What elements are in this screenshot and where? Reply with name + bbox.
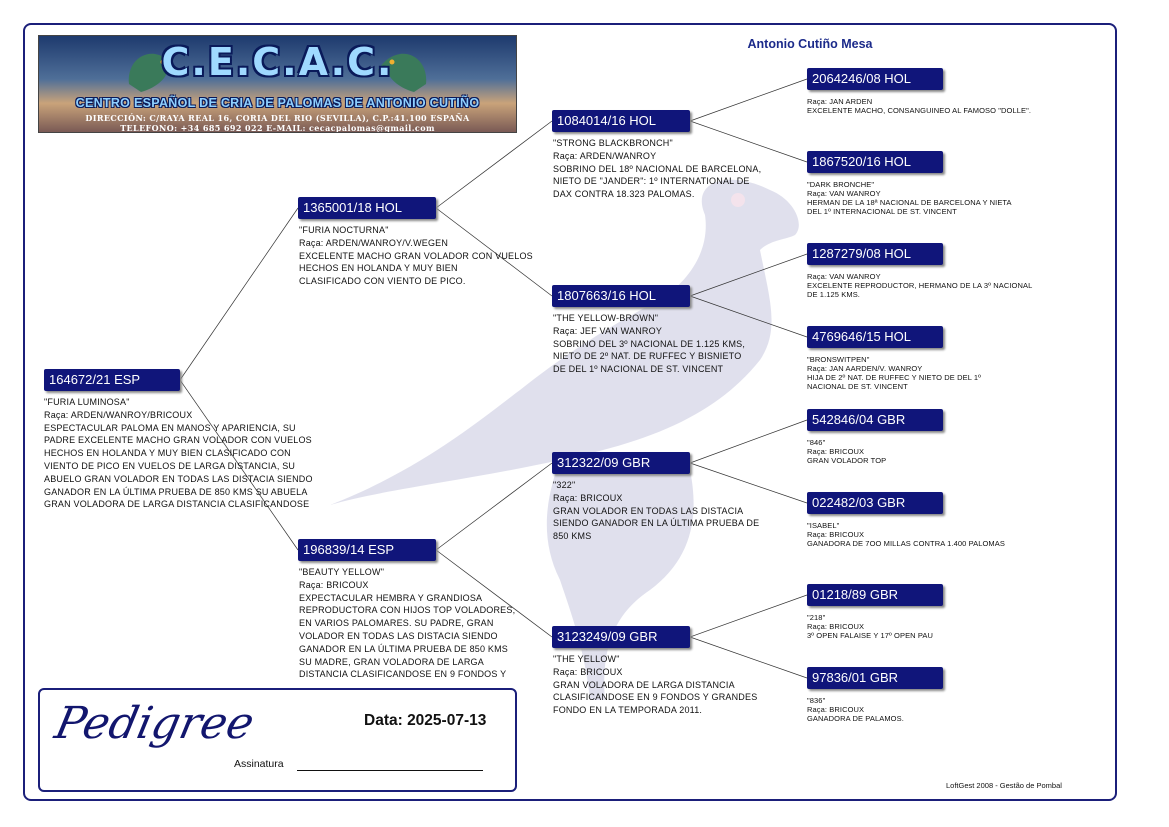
ring-sire-dam: 1807663/16 HOL <box>552 285 690 307</box>
ring-sire: 1365001/18 HOL <box>298 197 436 219</box>
info-ddd: "836" Raça: BRICOUX GANADORA DE PALAMOS. <box>807 696 904 723</box>
ring-dam-dam: 3123249/09 GBR <box>552 626 690 648</box>
info-dss: "846" Raça: BRICOUX GRAN VOLADOR TOP <box>807 438 887 465</box>
ring-dam: 196839/14 ESP <box>298 539 436 561</box>
info-sss: Raça: JAN ARDEN EXCELENTE MACHO, CONSANGUINEO AL FAMOSO "DOLLE". <box>807 97 1032 115</box>
pedigree-script-title: Pedigree <box>50 698 259 749</box>
ring-dsd: 022482/03 GBR <box>807 492 943 514</box>
info-dds: "218" Raça: BRICOUX 3º OPEN FALAISE Y 17º OPEN PAU <box>807 613 934 640</box>
ring-dam-sire: 312322/09 GBR <box>552 452 690 474</box>
ring-dds: 01218/89 GBR <box>807 584 943 606</box>
info-sire-sire: "STRONG BLACKBRONCH" Raça: ARDEN/WANROY SOBRINO DEL 18º NACIONAL DE BARCELONA, NIETO DE "JANDER": 1º INTERNATIONAL DE DAX CONTRA 18.323 PALOMAS. <box>553 138 762 200</box>
signature-line <box>297 770 483 771</box>
info-sire-dam: "THE YELLOW-BROWN" Raça: JEF VAN WANROY SOBRINO DEL 3º NACIONAL DE 1.125 KMS, NIETO DE 2º NAT. DE RUFFEC Y BISNIETO DE DEL 1º NACIONAL DE ST. VINCENT <box>553 313 746 375</box>
ring-ssd: 1867520/16 HOL <box>807 151 943 173</box>
info-subject: "FURIA LUMINOSA" Raça: ARDEN/WANROY/BRICOUX ESPECTACULAR PALOMA EN MANOS Y APARIENCIA, SU PADRE EXCELENTE MACHO GRAN VOLADOR CON VUELOS HECHOS EN HOLANDA Y MUY BIEN CLASIFICADO CON VIENTO DE PICO EN VUELOS DE LARGA DISTANCIA, SU ABUELO GRAN VOLADOR EN TODAS LAS DISTACIA SIENDO GANADOR EN LA ÚLTIMA PRUEBA DE 850 KMS SU ABUELA GRAN VOLADORA DE LARGA DISTANCIA CLASIFICANDOSE <box>44 397 313 510</box>
info-dam-dam: "THE YELLOW" Raça: BRICOUX GRAN VOLADORA DE LARGA DISTANCIA CLASIFICANDOSE EN 9 FONDOS Y GRANDES FONDO EN LA TEMPORADA 2011. <box>553 654 758 716</box>
info-dam: "BEAUTY YELLOW" Raça: BRICOUX EXPECTACULAR HEMBRA Y GRANDIOSA REPRODUCTORA CON HIJOS TOP VOLADORES, EN VARIOS PALOMARES. SU PADRE, GRAN VOLADOR EN TODAS LAS DISTACIA SIENDO GANADOR EN LA ÚLTIMA PRUEBA DE 850 KMS SU MADRE, GRAN VOLADORA DE LARGA DISTANCIA CLASIFICANDOSE EN 9 FONDOS Y <box>299 567 516 680</box>
ring-sdd: 4769646/15 HOL <box>807 326 943 348</box>
ring-sss: 2064246/08 HOL <box>807 68 943 90</box>
info-sds: Raça: VAN WANROY EXCELENTE REPRODUCTOR, HERMANO DE LA 3º NACIONAL DE 1.125 KMS. <box>807 272 1033 299</box>
banner-contact: TELEFONO: +34 685 692 022 E-MAIL: cecacpalomas@gmail.com <box>120 123 435 133</box>
info-ssd: "DARK BRONCHE" Raça: VAN WANROY HERMAN DE LA 18ª NACIONAL DE BARCELONA Y NIETA DEL 1º INTERNACIONAL DE ST. VINCENT <box>807 180 1012 216</box>
info-sdd: "BRONSWITPEN" Raça: JAN AARDEN/V. WANROY HIJA DE 2º NAT. DE RUFFEC Y NIETO DE DEL 1º NACIONAL DE ST. VINCENT <box>807 355 981 391</box>
banner-address: DIRECCIÓN: C/RAYA REAL 16, CORIA DEL RIO (SEVILLA), C.P.:41.100 ESPAÑA <box>85 113 470 123</box>
signature-label: Assinatura <box>234 758 284 770</box>
info-dsd: "ISABEL" Raça: BRICOUX GANADORA DE 7OO MILLAS CONTRA 1.400 PALOMAS <box>807 521 1005 548</box>
pedigree-footer-box <box>38 688 517 792</box>
owner-name: Antonio Cutiño Mesa <box>747 37 873 51</box>
info-dam-sire: "322" Raça: BRICOUX GRAN VOLADOR EN TODAS LAS DISTACIA SIENDO GANADOR EN LA ÚLTIMA PRUEBA DE 850 KMS <box>553 480 760 542</box>
print-date: Data: 2025-07-13 <box>364 712 487 729</box>
ring-sds: 1287279/08 HOL <box>807 243 943 265</box>
ring-ddd: 97836/01 GBR <box>807 667 943 689</box>
ring-sire-sire: 1084014/16 HOL <box>552 110 690 132</box>
ring-subject: 164672/21 ESP <box>44 369 180 391</box>
info-sire: "FURIA NOCTURNA" Raça: ARDEN/WANROY/V.WEGEN EXCELENTE MACHO GRAN VOLADOR CON VUELOS HECHOS EN HOLANDA Y MUY BIEN CLASIFICADO CON VIENTO DE PICO. <box>299 225 533 287</box>
footer-credit: LoftGest 2008 - Gestão de Pombal <box>946 781 1062 790</box>
banner-subtitle: CENTRO ESPAÑOL DE CRIA DE PALOMAS DE ANTONIO CUTIÑO <box>75 96 480 110</box>
cecac-logo: C.E.C.A.C. <box>161 40 394 84</box>
ring-dss: 542846/04 GBR <box>807 409 943 431</box>
